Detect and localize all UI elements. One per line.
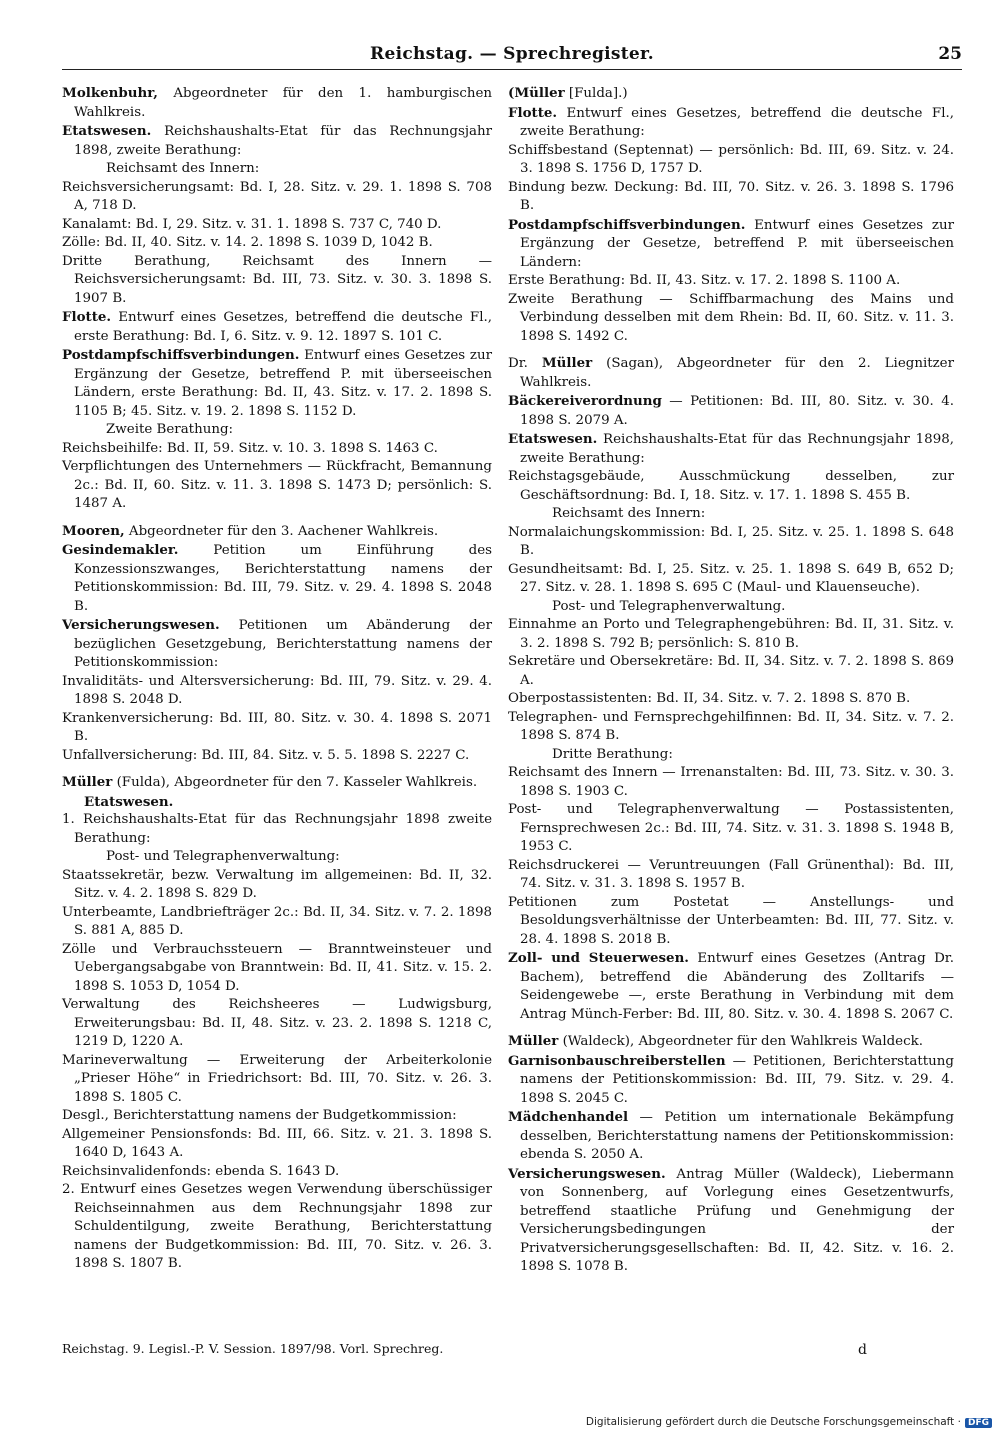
topic-text: — Petitionen: Bd. III, 80. Sitz. v. 30. 4. 1898 S. 2079 A. xyxy=(520,394,954,428)
sub-line: Bindung bezw. Deckung: Bd. III, 70. Sitz. v. 26. 3. 1898 S. 1796 B. xyxy=(508,179,954,213)
entry-mooren xyxy=(62,522,492,766)
entry-description: (Waldeck), Abgeordneter für den Wahlkreis Waldeck. xyxy=(558,1034,923,1049)
right-column xyxy=(508,84,954,1285)
entry-description: [Fulda].) xyxy=(564,86,628,101)
sub-line: Petitionen zum Postetat — Anstellungs- und Besoldungsverhältnisse der Unterbeamten: Bd. III, 77. Sitz. v. 28. 4. 1898 S. 2018 B. xyxy=(508,894,954,947)
sub-line: Reichstagsgebäude, Ausschmückung desselben, zur Geschäftsordnung: Bd. I, 18. Sitz. v. 17. 1. 1898 S. 455 B. xyxy=(508,469,954,503)
topic-text: Petitionen um Abänderung der bezüglichen Gesetzgebung, Berichterstattung namens der Petitionskommission: xyxy=(74,618,492,670)
entry-name: Müller xyxy=(508,1033,559,1049)
entry-description: (Fulda), Abgeordneter für den 7. Kasseler Wahlkreis. xyxy=(112,775,478,790)
running-title: Reichstag. — Sprechregister. xyxy=(370,44,654,64)
topic-heading: Zoll- und Steuerwesen. xyxy=(508,950,689,966)
topic-heading: Versicherungswesen. xyxy=(508,1165,666,1182)
topic-text: Antrag Müller (Waldeck), Liebermann von Sonnenberg, auf Vorlegung eines Gesetzentwurfs, betreffend staatliche Prüfung und Genehmigung der Versicherungsbedingungen der Privatversicherungsgesellschaften: Bd. II, 42. Sitz. v. 16. 2. 1898 S. 1078 B. xyxy=(520,1166,954,1274)
entry-mueller-fulda xyxy=(62,773,492,1274)
signature-mark: d xyxy=(858,1342,867,1358)
entry-description: (Sagan), Abgeordneter für den 2. Liegnitzer Wahlkreis. xyxy=(520,356,955,390)
topic-text: Entwurf eines Gesetzes (Antrag Dr. Bachem), betreffend die Abänderung des Zolltarifs — Seidengewebe —, erste Berathung in Verbindung mit dem Antrag Münch-Ferber: Bd. III, 80. Sitz. v. 30. 4. 1898 S. 2067 C. xyxy=(520,951,954,1022)
page-number: 25 xyxy=(938,44,962,64)
sub-line: Post- und Telegraphenverwaltung. xyxy=(552,598,786,614)
entry-title: Dr. xyxy=(508,356,542,371)
topic-heading: Postdampfschiffsverbindungen. xyxy=(62,347,300,363)
sub-line: Reichsdruckerei — Veruntreuungen (Fall Grünenthal): Bd. III, 74. Sitz. v. 31. 3. 1898 S. 1957 B. xyxy=(508,857,954,891)
topic-heading: Etatswesen. xyxy=(84,793,174,810)
entry-name: (Müller xyxy=(508,85,565,101)
sub-line: Oberpostassistenten: Bd. II, 34. Sitz. v. 7. 2. 1898 S. 870 B. xyxy=(508,691,911,706)
sub-line: Post- und Telegraphenverwaltung — Postassistenten, Fernsprechwesen 2c.: Bd. III, 74. Sitz. v. 31. 3. 1898 S. 1948 B, 1953 C. xyxy=(508,802,954,854)
topic-text: Reichshaushalts-Etat für das Rechnungsjahr 1898, zweite Berathung: xyxy=(74,124,492,158)
entry-mueller-fulda-cont xyxy=(508,84,954,346)
topic-text: Petition um Einführung des Konzessionszwanges, Berichterstattung namens der Petitionskommission: Bd. III, 79. Sitz. v. 29. 4. 1898 S. 2048 B. xyxy=(74,543,492,614)
sub-line: 1. Reichshaushalts-Etat für das Rechnungsjahr 1898 zweite Berathung: xyxy=(62,812,492,846)
topic-text: Entwurf eines Gesetzes, betreffend die deutsche Fl., erste Berathung: Bd. I, 6. Sitz. v. 9. 12. 1897 S. 101 C. xyxy=(74,310,492,344)
topic-text: Entwurf eines Gesetzes, betreffend die deutsche Fl., zweite Berathung: xyxy=(520,105,954,139)
sub-line: Verpflichtungen des Unternehmers — Rückfracht, Bemannung 2c.: Bd. II, 60. Sitz. v. 11. 3. 1898 S. 1473 D; persönlich: S. 1487 A. xyxy=(62,459,492,511)
header-rule xyxy=(62,69,962,70)
topic-text: Entwurf eines Gesetzes zur Ergänzung der Gesetze, betreffend P. mit überseeischen Ländern, erste Berathung: Bd. II, 43. Sitz. v. 17. 2. 1898 S. 1105 B; 45. Sitz. v. 19. 2. 1898 S. 1152 D. xyxy=(74,348,492,419)
sub-line: Reichsamt des Innern: xyxy=(106,161,260,176)
topic-heading: Garnisonbauschreiberstellen xyxy=(508,1052,726,1069)
entry-name: Mooren, xyxy=(62,522,125,539)
page-footer: Reichstag. 9. Legisl.-P. V. Session. 1897/98. Vorl. Sprechreg. xyxy=(62,1341,444,1356)
entry-molkenbuhr xyxy=(62,84,492,514)
topic-heading: Bäckereiverordnung xyxy=(508,393,662,409)
topic-text: — Petition um internationale Bekämpfung desselben, Berichterstattung namens der Petitionskommission: ebenda S. 2050 A. xyxy=(520,1110,954,1162)
left-column xyxy=(62,84,492,1282)
sub-line: Einnahme an Porto und Telegraphengebühren: Bd. II, 31. Sitz. v. 3. 2. 1898 S. 792 B; persönlich: S. 810 B. xyxy=(508,617,954,651)
sub-line: Reichsamt des Innern — Irrenanstalten: Bd. III, 73. Sitz. v. 30. 3. 1898 S. 1903 C. xyxy=(508,765,954,799)
sub-line: Zweite Berathung — Schiffbarmachung des Mains und Verbindung desselben mit dem Rhein: Bd. II, 60. Sitz. v. 11. 3. 1898 S. 1492 C. xyxy=(508,291,954,344)
sub-line: Reichsamt des Innern: xyxy=(552,506,706,521)
sub-line: Marineverwaltung — Erweiterung der Arbeiterkolonie „Prieser Höhe“ in Friedrichsort: Bd. III, 70. Sitz. v. 26. 3. 1898 S. 1805 C. xyxy=(62,1052,492,1105)
sub-line: Zölle und Verbrauchssteuern — Branntweinsteuer und Uebergangsabgabe von Branntwein: Bd. II, 41. Sitz. v. 15. 2. 1898 S. 1053 D, 1054 D. xyxy=(62,941,492,994)
sub-line: Sekretäre und Obersekretäre: Bd. II, 34. Sitz. v. 7. 2. 1898 S. 869 A. xyxy=(508,654,954,688)
sub-line: Normalaichungskommission: Bd. I, 25. Sitz. v. 25. 1. 1898 S. 648 B. xyxy=(508,524,954,558)
sub-line: Dritte Berathung: xyxy=(552,746,673,762)
topic-text: — Petitionen, Berichterstattung namens der Petitionskommission: Bd. III, 79. Sitz. v. 29. 4. 1898 S. 2045 C. xyxy=(520,1053,954,1106)
entry-name: Müller xyxy=(541,355,593,371)
sub-line: Reichsbeihilfe: Bd. II, 59. Sitz. v. 10. 3. 1898 S. 1463 C. xyxy=(62,440,438,456)
sub-line: Unterbeamte, Landbriefträger 2c.: Bd. II, 34. Sitz. v. 7. 2. 1898 S. 881 A, 885 D. xyxy=(62,904,492,938)
topic-heading: Flotte. xyxy=(62,309,112,325)
topic-heading: Flotte. xyxy=(508,104,558,121)
topic-text: Entwurf eines Gesetzes zur Ergänzung der Gesetze, betreffend P. mit überseeischen Ländern: xyxy=(520,217,954,270)
sub-line: Invaliditäts- und Altersversicherung: Bd. III, 79. Sitz. v. 29. 4. 1898 S. 2048 D. xyxy=(62,673,492,707)
sub-line: Unfallversicherung: Bd. III, 84. Sitz. v. 5. 5. 1898 S. 2227 C. xyxy=(62,747,470,763)
entry-mueller-sagan xyxy=(508,354,954,1024)
topic-heading: Etatswesen. xyxy=(62,123,152,139)
entry-name: Molkenbuhr, xyxy=(62,85,158,101)
sub-line: Post- und Telegraphenverwaltung: xyxy=(106,849,340,864)
sub-line: Telegraphen- und Fernsprechgehilfinnen: Bd. II, 34. Sitz. v. 7. 2. 1898 S. 874 B. xyxy=(508,709,954,743)
sub-line: Schiffsbestand (Septennat) — persönlich: Bd. III, 69. Sitz. v. 24. 3. 1898 S. 1756 D, 1757 D. xyxy=(508,142,954,176)
topic-heading: Gesindemakler. xyxy=(62,542,179,558)
topic-heading: Postdampfschiffsverbindungen. xyxy=(508,216,746,233)
sub-line: Zölle: Bd. II, 40. Sitz. v. 14. 2. 1898 S. 1039 D, 1042 B. xyxy=(62,235,433,250)
entry-mueller-waldeck xyxy=(508,1032,954,1277)
sub-line: Erste Berathung: Bd. II, 43. Sitz. v. 17. 2. 1898 S. 1100 A. xyxy=(508,273,901,288)
sub-line: Verwaltung des Reichsheeres — Ludwigsburg, Erweiterungsbau: Bd. II, 48. Sitz. v. 23. 2. 1898 S. 1218 C, 1219 D, 1220 A. xyxy=(62,997,492,1049)
sub-line: 2. Entwurf eines Gesetzes wegen Verwendung überschüssiger Reichseinnahmen aus dem Rechnungsjahr 1898 zur Schuldentilgung, zweite Berathung, Berichterstattung namens der Budgetkommission: Bd. III, 70. Sitz. v. 26. 3. 1898 S. 1807 B. xyxy=(62,1182,492,1271)
sub-line: Reichsversicherungsamt: Bd. I, 28. Sitz. v. 29. 1. 1898 S. 708 A, 718 D. xyxy=(62,179,492,213)
topic-heading: Versicherungswesen. xyxy=(62,617,220,633)
sub-line: Desgl., Berichterstattung namens der Budgetkommission: xyxy=(62,1108,457,1123)
entry-name: Müller xyxy=(62,774,113,790)
sub-line: Reichsinvalidenfonds: ebenda S. 1643 D. xyxy=(62,1163,340,1179)
page-header xyxy=(62,44,962,66)
sub-line: Staatssekretär, bezw. Verwaltung im allgemeinen: Bd. II, 32. Sitz. v. 4. 2. 1898 S. 829 D. xyxy=(62,867,492,901)
sub-line: Gesundheitsamt: Bd. I, 25. Sitz. v. 25. 1. 1898 S. 649 B, 652 D; 27. Sitz. v. 28. 1. 1898 S. 695 C (Maul- und Klauenseuche). xyxy=(508,561,954,595)
entry-description: Abgeordneter für den 1. hamburgischen Wahlkreis. xyxy=(74,86,492,120)
topic-heading: Mädchenhandel xyxy=(508,1109,629,1125)
sub-line: Dritte Berathung, Reichsamt des Innern — Reichsversicherungsamt: Bd. III, 73. Sitz. v. 30. 3. 1898 S. 1907 B. xyxy=(62,253,492,306)
sub-line: Allgemeiner Pensionsfonds: Bd. III, 66. Sitz. v. 21. 3. 1898 S. 1640 D, 1643 A. xyxy=(62,1126,492,1160)
digitization-credit xyxy=(586,1416,992,1428)
entry-description: Abgeordneter für den 3. Aachener Wahlkreis. xyxy=(124,523,439,539)
dfg-logo: DFG xyxy=(965,1418,992,1428)
sub-line: Zweite Berathung: xyxy=(106,422,234,437)
sub-line: Krankenversicherung: Bd. III, 80. Sitz. v. 30. 4. 1898 S. 2071 B. xyxy=(62,710,492,744)
topic-text: Reichshaushalts-Etat für das Rechnungsjahr 1898, zweite Berathung: xyxy=(520,432,954,466)
credit-text: Digitalisierung gefördert durch die Deutsche Forschungsgemeinschaft · xyxy=(585,1416,961,1428)
topic-heading: Etatswesen. xyxy=(508,431,598,447)
sub-line: Kanalamt: Bd. I, 29. Sitz. v. 31. 1. 1898 S. 737 C, 740 D. xyxy=(62,216,442,232)
